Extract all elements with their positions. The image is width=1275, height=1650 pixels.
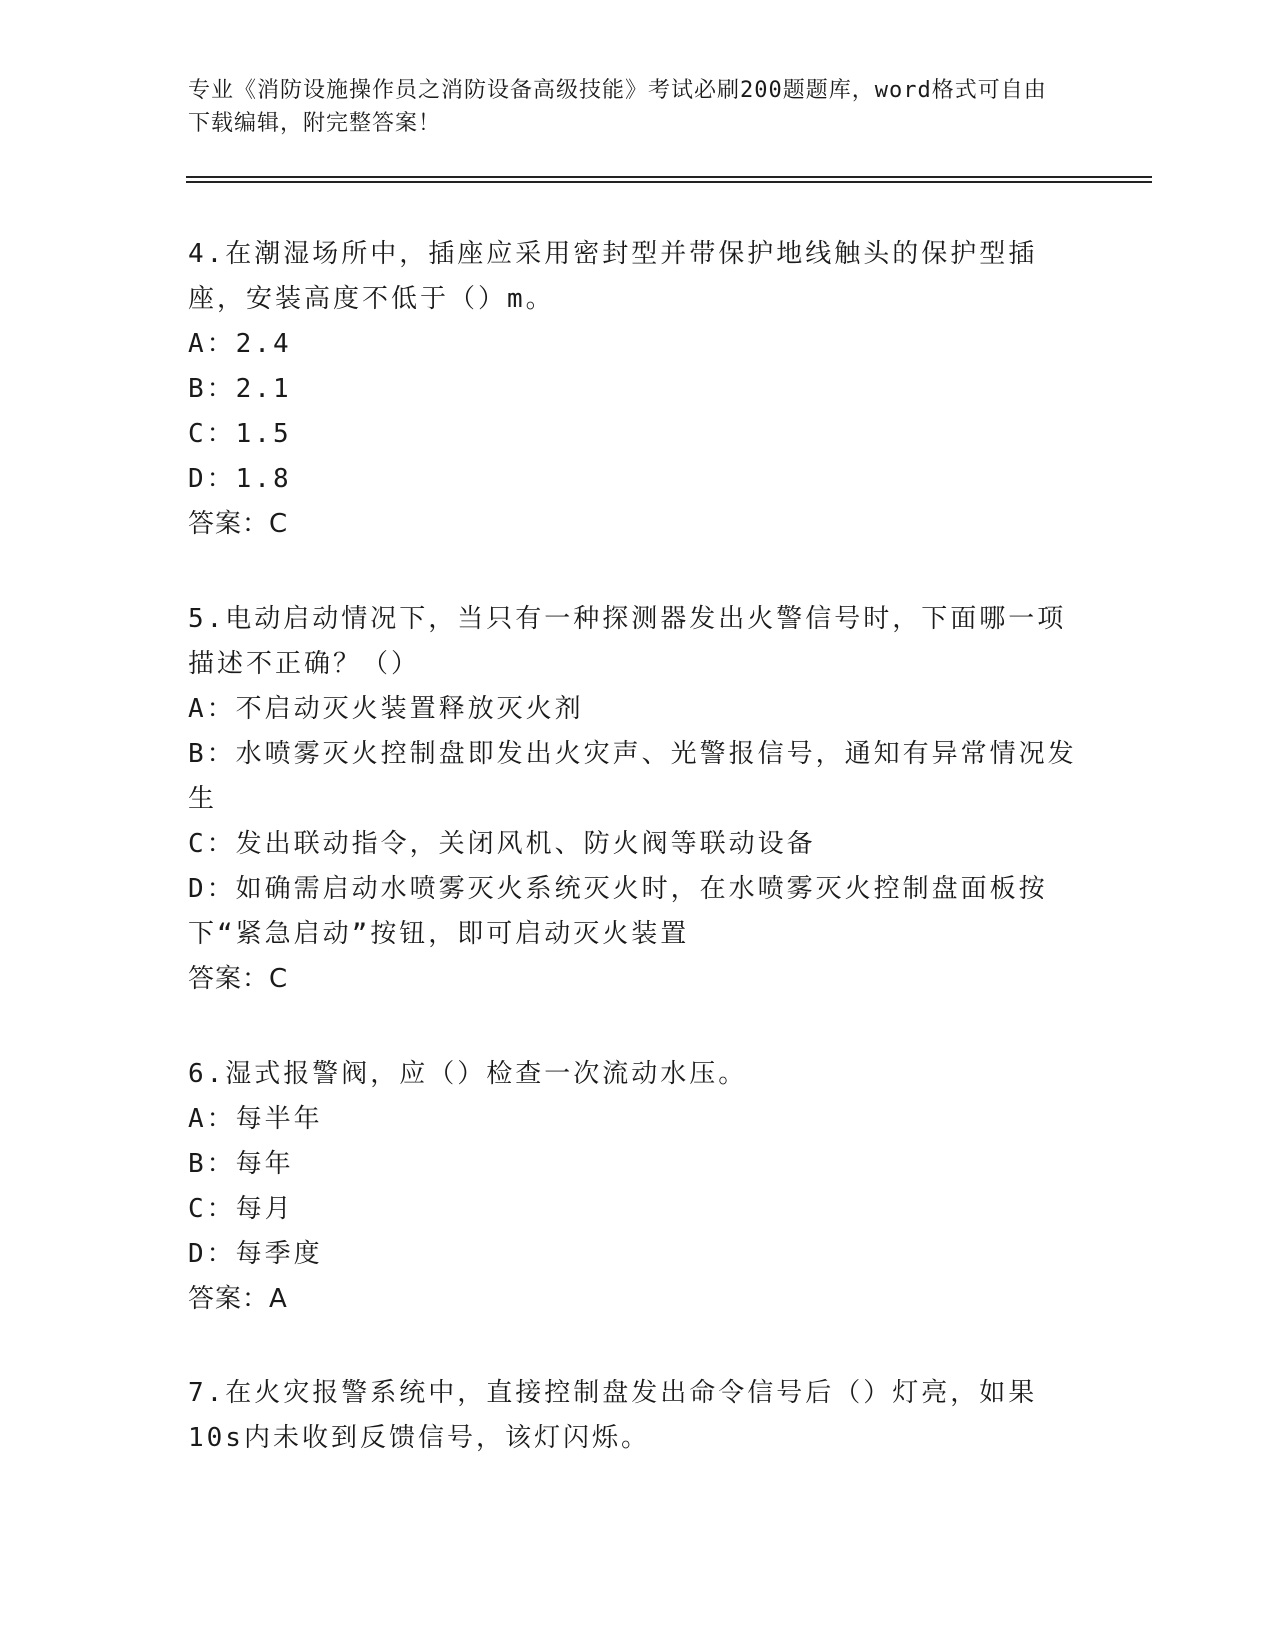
option-b: B：水喷雾灭火控制盘即发出火灾声、光警报信号，通知有异常情况发生 xyxy=(188,739,1077,814)
option-b: B：2.1 xyxy=(188,374,292,404)
question-stem: 7.在火灾报警系统中，直接控制盘发出命令信号后（）灯亮，如果10s内未收到反馈信号，该灯闪烁。 xyxy=(188,1378,1038,1453)
option-a: A：不启动灭火装置释放灭火剂 xyxy=(188,694,584,724)
answer-line: 答案：A xyxy=(188,1284,288,1314)
option-b: B：每年 xyxy=(188,1149,294,1179)
option-d: D：每季度 xyxy=(188,1239,323,1269)
option-a: A：每半年 xyxy=(188,1104,323,1134)
answer-line: 答案：C xyxy=(188,964,289,994)
answer-line: 答案：C xyxy=(188,509,289,539)
header-divider-top xyxy=(186,176,1152,178)
question-7 xyxy=(188,1371,1088,1461)
question-stem: 5.电动启动情况下，当只有一种探测器发出火警信号时，下面哪一项描述不正确？（） xyxy=(188,604,1067,679)
question-5 xyxy=(188,597,1088,1002)
option-c: C：发出联动指令，关闭风机、防火阀等联动设备 xyxy=(188,829,816,859)
question-6 xyxy=(188,1052,1088,1322)
option-c: C：每月 xyxy=(188,1194,294,1224)
question-4 xyxy=(188,232,1088,547)
option-d: D：如确需启动水喷雾灭火系统灭火时，在水喷雾灭火控制盘面板按下“紧急启动”按钮，即可启动灭火装置 xyxy=(188,874,1048,949)
option-a: A：2.4 xyxy=(188,329,292,359)
document-header: 专业《消防设施操作员之消防设备高级技能》考试必刷200题题库，word格式可自由下载编辑，附完整答案！ xyxy=(188,78,1047,136)
header-divider-bottom xyxy=(186,181,1152,183)
question-stem: 6.湿式报警阀，应（）检查一次流动水压。 xyxy=(188,1059,748,1089)
option-c: C：1.5 xyxy=(188,419,292,449)
option-d: D：1.8 xyxy=(188,464,292,494)
question-stem: 4.在潮湿场所中，插座应采用密封型并带保护地线触头的保护型插座，安装高度不低于（）m。 xyxy=(188,239,1038,314)
